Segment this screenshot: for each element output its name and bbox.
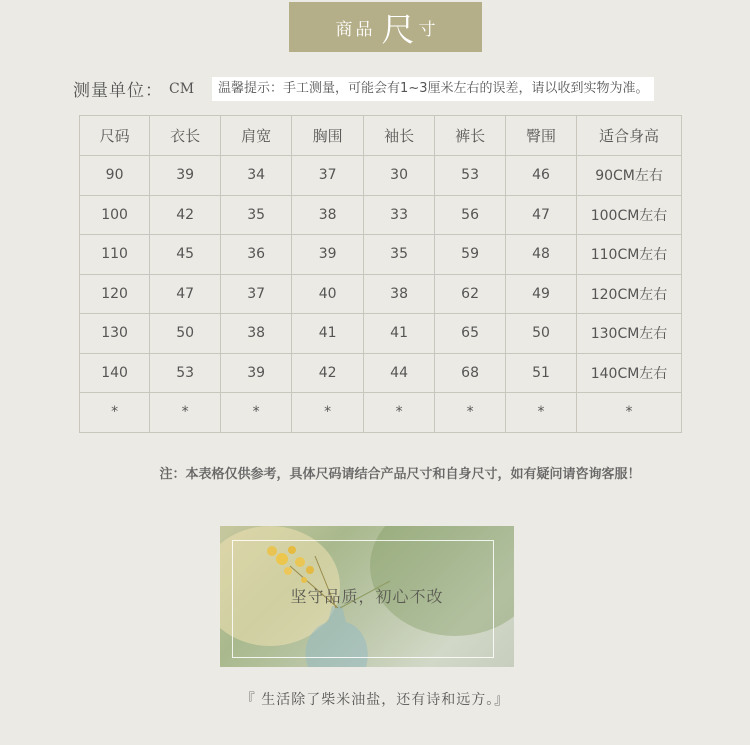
unit-label: 测量单位： — [73, 81, 163, 101]
table-cell: 53 — [150, 353, 221, 393]
table-cell: 33 — [364, 195, 435, 235]
title-prefix: 商品 — [335, 19, 376, 40]
header-cell: 肩宽 — [221, 116, 292, 156]
table-cell: * — [292, 393, 364, 433]
table-cell: 59 — [435, 235, 506, 275]
table-cell: 34 — [221, 156, 292, 196]
table-cell: 45 — [150, 235, 221, 275]
table-cell: 110 — [80, 235, 150, 275]
table-cell: 47 — [150, 274, 221, 314]
table-cell: 140CM左右 — [577, 353, 682, 393]
table-cell: 42 — [150, 195, 221, 235]
table-body — [80, 156, 682, 433]
table-cell: 100 — [80, 195, 150, 235]
table-cell: 120CM左右 — [577, 274, 682, 314]
table-cell: 68 — [435, 353, 506, 393]
table-cell: * — [577, 393, 682, 433]
note-text: 注：本表格仅供参考，具体尺码请结合产品尺寸和自身尺寸，如有疑问请咨询客服！ — [159, 467, 641, 482]
header-cell: 衣长 — [150, 116, 221, 156]
table-row — [80, 274, 682, 314]
table-cell: 42 — [292, 353, 364, 393]
tip-text: 温馨提示：手工测量，可能会有1~3厘米左右的误差，请以收到实物为准。 — [212, 77, 654, 101]
table-cell: 39 — [292, 235, 364, 275]
title-banner — [289, 2, 482, 52]
header-cell: 臀围 — [506, 116, 577, 156]
table-cell: 130CM左右 — [577, 314, 682, 354]
table-cell: 38 — [221, 314, 292, 354]
table-cell: 62 — [435, 274, 506, 314]
header-cell: 袖长 — [364, 116, 435, 156]
table-cell: 47 — [506, 195, 577, 235]
table-cell: 39 — [150, 156, 221, 196]
table-cell: * — [364, 393, 435, 433]
table-cell: 110CM左右 — [577, 235, 682, 275]
header-cell: 尺码 — [80, 116, 150, 156]
unit-row — [73, 76, 654, 101]
table-row — [80, 156, 682, 196]
title-main: 尺 — [381, 9, 415, 49]
table-cell: 90 — [80, 156, 150, 196]
table-row — [80, 353, 682, 393]
quote-text: 『 生活除了柴米油盐，还有诗和远方。』 — [240, 692, 510, 708]
table-cell: 38 — [292, 195, 364, 235]
header-cell: 适合身高 — [577, 116, 682, 156]
table-cell: 49 — [506, 274, 577, 314]
table-cell: 36 — [221, 235, 292, 275]
table-cell: 65 — [435, 314, 506, 354]
table-cell: 53 — [435, 156, 506, 196]
unit-value: CM — [169, 80, 195, 97]
table-cell: 56 — [435, 195, 506, 235]
table-cell: 30 — [364, 156, 435, 196]
table-cell: 100CM左右 — [577, 195, 682, 235]
table-row — [80, 235, 682, 275]
table-cell: * — [221, 393, 292, 433]
table-cell: 50 — [506, 314, 577, 354]
table-cell: 50 — [150, 314, 221, 354]
table-cell: 37 — [292, 156, 364, 196]
title-suffix: 寸 — [418, 19, 436, 40]
photo-caption: 坚守品质，初心不改 — [290, 587, 444, 606]
table-cell: 51 — [506, 353, 577, 393]
table-cell: 40 — [292, 274, 364, 314]
table-cell: 120 — [80, 274, 150, 314]
banner-photo — [220, 526, 514, 667]
table-row — [80, 195, 682, 235]
header-cell: 胸围 — [292, 116, 364, 156]
table-cell: 90CM左右 — [577, 156, 682, 196]
table-cell: * — [150, 393, 221, 433]
table-cell: 140 — [80, 353, 150, 393]
size-table — [79, 115, 682, 433]
table-cell: 35 — [364, 235, 435, 275]
table-cell: * — [435, 393, 506, 433]
table-cell: 46 — [506, 156, 577, 196]
table-header-row — [80, 116, 682, 156]
table-cell: 41 — [292, 314, 364, 354]
table-cell: * — [80, 393, 150, 433]
table-cell: 37 — [221, 274, 292, 314]
table-cell: 41 — [364, 314, 435, 354]
table-cell: 39 — [221, 353, 292, 393]
header-cell: 裤长 — [435, 116, 506, 156]
table-cell: 44 — [364, 353, 435, 393]
table-row — [80, 393, 682, 433]
table-row — [80, 314, 682, 354]
table-cell: 35 — [221, 195, 292, 235]
table-cell: * — [506, 393, 577, 433]
table-cell: 130 — [80, 314, 150, 354]
table-cell: 48 — [506, 235, 577, 275]
table-cell: 38 — [364, 274, 435, 314]
